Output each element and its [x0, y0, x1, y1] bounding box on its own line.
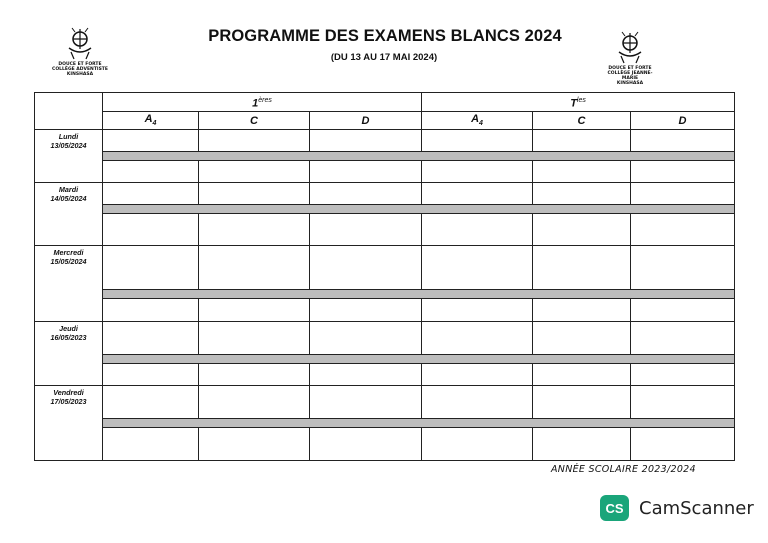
series-header-d: D — [310, 112, 422, 130]
separator-row — [35, 418, 735, 427]
table-row — [35, 246, 735, 290]
logo-city: KINSHASA — [616, 81, 644, 86]
table-row — [35, 214, 735, 246]
camscanner-logo-icon: CS — [600, 495, 629, 521]
day-cell-lundi: Lundi 13/05/2024 — [35, 130, 103, 183]
level-label-suffix: les — [576, 97, 586, 105]
table-series-header-row — [35, 112, 735, 130]
separator-row — [35, 205, 735, 214]
page-subtitle: (DU 13 AU 17 MAI 2024) — [330, 52, 438, 63]
level-header-terminales — [422, 93, 735, 112]
logo-city: KINSHASA — [66, 72, 94, 77]
series-header-d: D — [631, 112, 735, 130]
logo-motto: DOUCE ET FORTE — [608, 66, 652, 71]
page-title: PROGRAMME DES EXAMENS BLANCS 2024 — [208, 27, 562, 45]
corner-cell — [35, 93, 103, 130]
logo-motto: DOUCE ET FORTE — [58, 62, 102, 67]
table-row — [35, 385, 735, 418]
table-row — [35, 363, 735, 385]
day-cell-jeudi: Jeudi 16/05/2023 — [35, 321, 103, 385]
camscanner-watermark — [600, 495, 754, 521]
exam-schedule-table — [34, 92, 735, 461]
day-cell-mercredi: Mercredi 15/05/2024 — [35, 246, 103, 321]
logo-school-name: COLLÈGE JEANNE-MARIE — [607, 71, 653, 81]
table-row — [35, 130, 735, 152]
day-cell-vendredi: Vendredi 17/05/2023 — [35, 385, 103, 460]
level-label: 1 — [252, 98, 259, 111]
separator-row — [35, 354, 735, 363]
table-row — [35, 427, 735, 460]
table-row — [35, 321, 735, 354]
series-header-a4: $A_4$ — [103, 112, 199, 130]
table-row — [35, 183, 735, 205]
table-level-header-row — [35, 93, 735, 112]
separator-row — [35, 290, 735, 299]
series-header-c: C — [199, 112, 310, 130]
level-header-premieres — [103, 93, 422, 112]
school-year-label: ANNÉE SCOLAIRE 2023/2024 — [551, 464, 696, 475]
series-header-c: C — [533, 112, 631, 130]
separator-row — [35, 152, 735, 161]
series-header-a4: $A_4$ — [422, 112, 533, 130]
logo-school-name: COLLÈGE ADVENTISTE — [52, 67, 108, 72]
level-label-suffix: ères — [258, 97, 272, 105]
day-cell-mardi: Mardi 14/05/2024 — [35, 183, 103, 246]
level-label: T — [570, 98, 577, 111]
camscanner-name: CamScanner — [639, 497, 754, 519]
table-row — [35, 161, 735, 183]
table-row — [35, 299, 735, 321]
